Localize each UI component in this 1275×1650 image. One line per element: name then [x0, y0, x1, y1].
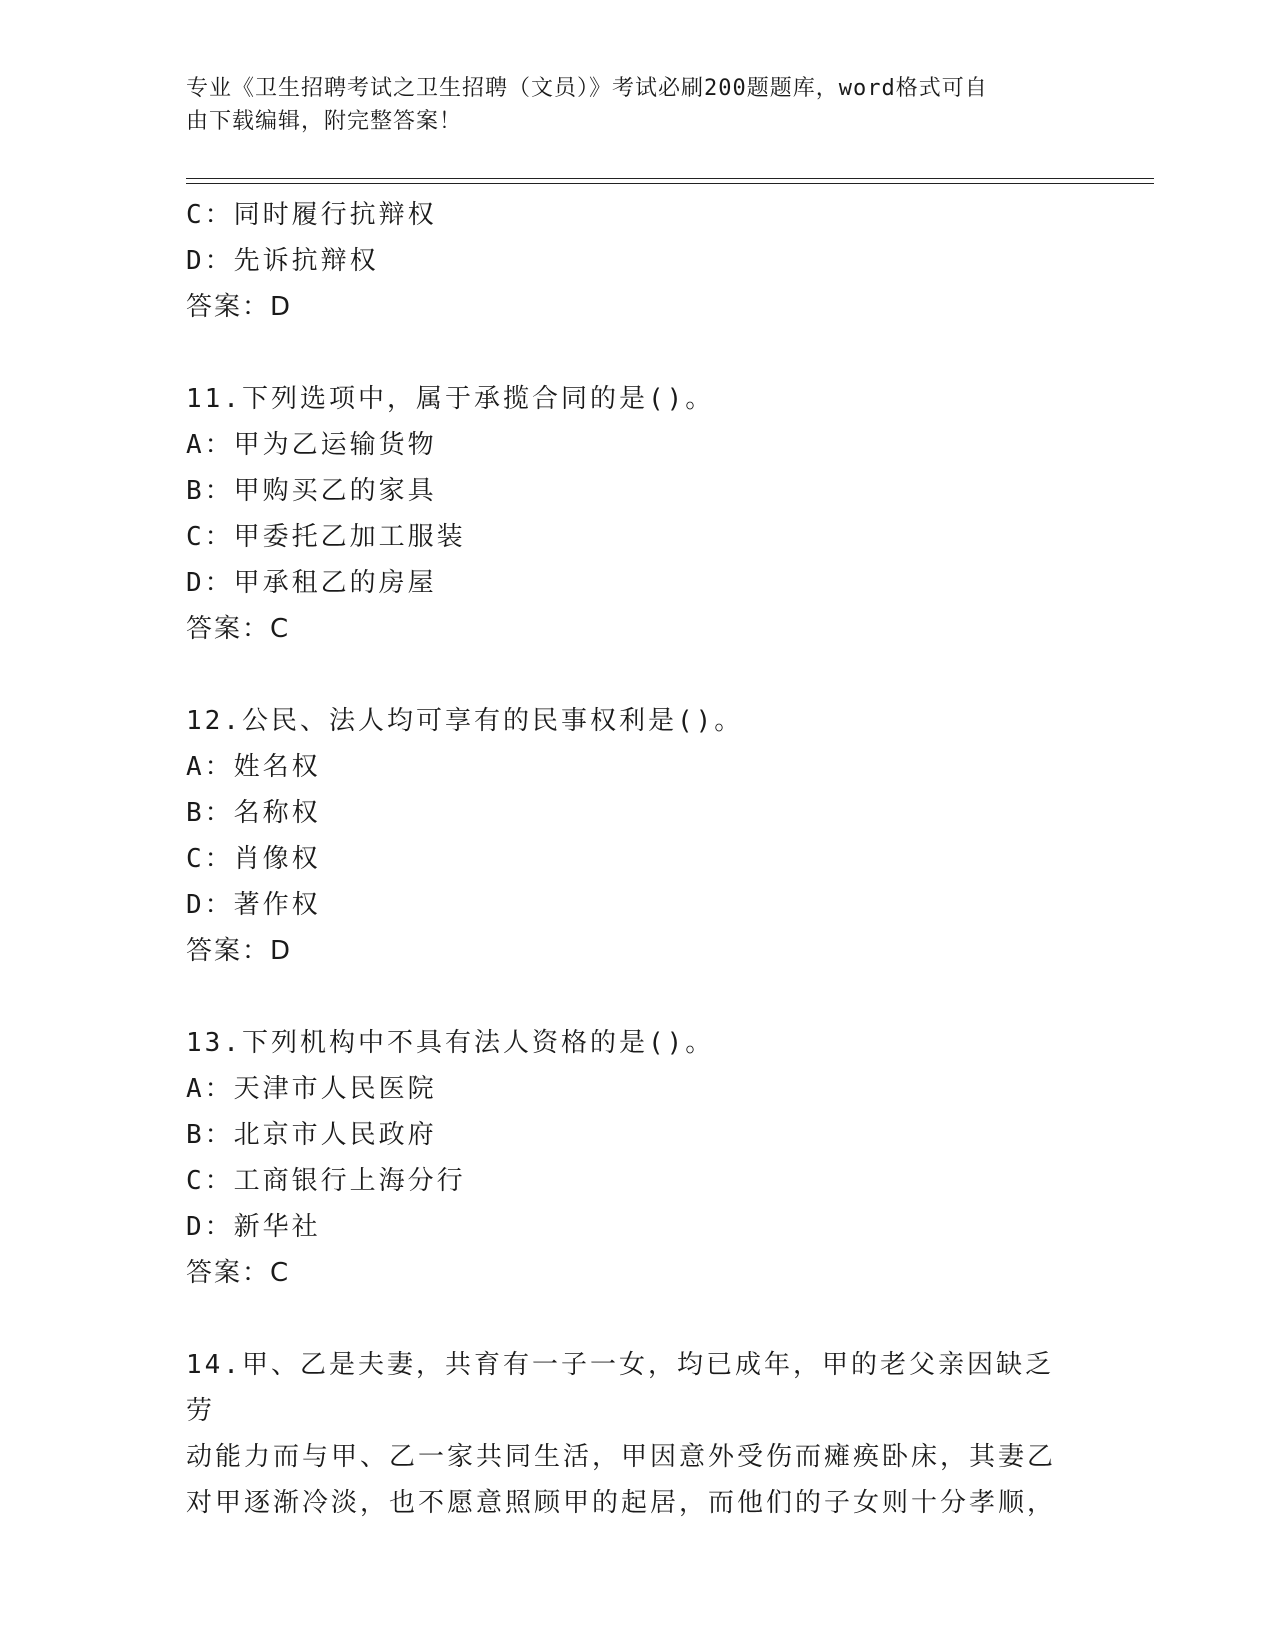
document-header [186, 72, 1066, 138]
option-d: D：先诉抗辩权 [186, 246, 379, 276]
answer-label: 答案：D [186, 292, 293, 322]
answer-label: 答案：D [186, 936, 293, 966]
question-stem: 12.公民、法人均可享有的民事权利是()。 [186, 706, 744, 736]
question-14-line-3: 对甲逐渐冷淡，也不愿意照顾甲的起居，而他们的子女则十分孝顺， [186, 1488, 1057, 1518]
option-c: C：肖像权 [186, 844, 321, 874]
question-13 [186, 1020, 1086, 1296]
option-b: B：北京市人民政府 [186, 1120, 437, 1150]
question-14-line-2: 动能力而与甲、乙一家共同生活，甲因意外受伤而瘫痪卧床，其妻乙 [186, 1442, 1057, 1472]
option-b: B：甲购买乙的家具 [186, 476, 437, 506]
question-10-tail [186, 192, 1086, 330]
header-line-1: 专业《卫生招聘考试之卫生招聘（文员）》考试必刷200题题库，word格式可自 [186, 76, 988, 101]
spacer [186, 652, 1086, 698]
option-d: D：著作权 [186, 890, 321, 920]
option-a: A：姓名权 [186, 752, 321, 782]
spacer [186, 1296, 1086, 1342]
question-stem: 13.下列机构中不具有法人资格的是()。 [186, 1028, 715, 1058]
header-divider-top [186, 178, 1154, 179]
option-b: B：名称权 [186, 798, 321, 828]
question-stem: 11.下列选项中，属于承揽合同的是()。 [186, 384, 715, 414]
question-list [186, 192, 1086, 1526]
question-11 [186, 376, 1086, 652]
option-c: C：甲委托乙加工服装 [186, 522, 466, 552]
option-a: A：天津市人民医院 [186, 1074, 437, 1104]
option-d: D：新华社 [186, 1212, 321, 1242]
question-14 [186, 1342, 1066, 1526]
option-a: A：甲为乙运输货物 [186, 430, 437, 460]
header-line-2: 由下载编辑，附完整答案！ [186, 109, 463, 134]
answer-label: 答案：C [186, 614, 291, 644]
spacer [186, 974, 1086, 1020]
header-divider-bottom [186, 183, 1154, 184]
question-14-line-1: 14.甲、乙是夫妻，共育有一子一女，均已成年，甲的老父亲因缺乏劳 [186, 1350, 1054, 1426]
option-c: C：工商银行上海分行 [186, 1166, 466, 1196]
option-d: D：甲承租乙的房屋 [186, 568, 437, 598]
question-12 [186, 698, 1086, 974]
option-c: C：同时履行抗辩权 [186, 200, 437, 230]
spacer [186, 330, 1086, 376]
answer-label: 答案：C [186, 1258, 291, 1288]
